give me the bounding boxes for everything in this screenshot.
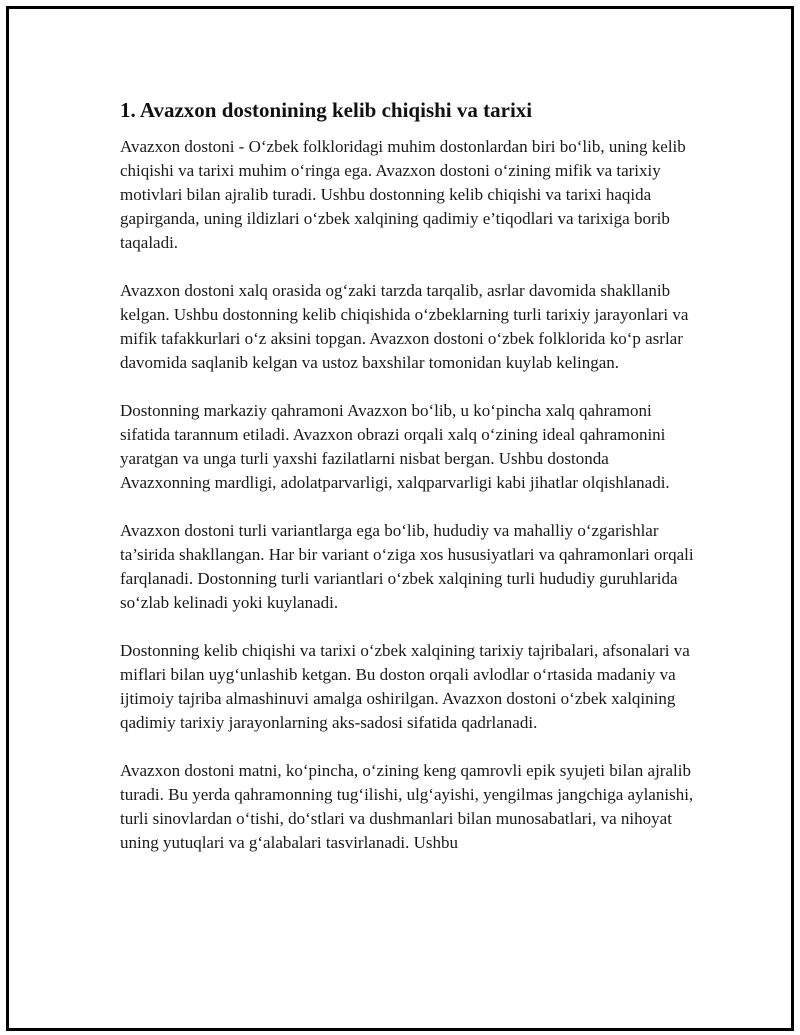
document-body: [120, 97, 700, 879]
page-frame: [6, 6, 794, 1031]
paragraph-4: Avazxon dostoni turli variantlarga ega bo‘lib, hududiy va mahalliy o‘zgarishlar ta’sirida shakllangan. Har bir variant o‘ziga xos hususiyatlari va qahramonlari orqali farqlanadi. Dostonning turli variantlari o‘zbek xalqining turli hududiy guruhlarida so‘zlab kelinadi yoki kuylanadi.: [120, 521, 694, 612]
paragraph-5: Dostonning kelib chiqishi va tarixi o‘zbek xalqining tarixiy tajribalari, afsonalari va miflari bilan uyg‘unlashib ketgan. Bu doston orqali avlodlar o‘rtasida madaniy va ijtimoiy tajriba almashinuvi amalga oshirilgan. Avazxon dostoni o‘zbek xalqining qadimiy tarixiy jarayonlarning aks-sadosi sifatida qadrlanadi.: [120, 641, 690, 732]
paragraph-6: Avazxon dostoni matni, ko‘pincha, o‘zining keng qamrovli epik syujeti bilan ajralib turadi. Bu yerda qahramonning tug‘ilishi, ulg‘ayishi, yengilmas jangchiga aylanishi, turli sinovlardan o‘tishi, do‘stlari va dushmanlari bilan munosabatlari, va nihoyat uning yutuqlari va g‘alabalari tasvirlanadi. Ushbu: [120, 761, 694, 852]
paragraph-1: Avazxon dostoni - O‘zbek folkloridagi muhim dostonlardan biri bo‘lib, uning kelib chiqishi va tarixi muhim o‘ringa ega. Avazxon dostoni o‘zining mifik va tarixiy motivlari bilan ajralib turadi. Ushbu dostonning kelib chiqishi va tarixi haqida gapirganda, uning ildizlari o‘zbek xalqining qadimiy e’tiqodlari va tarixiga borib taqaladi.: [120, 137, 686, 252]
paragraph-2: Avazxon dostoni xalq orasida og‘zaki tarzda tarqalib, asrlar davomida shakllanib kelgan. Ushbu dostonning kelib chiqishida o‘zbeklarning turli tarixiy jarayonlari va mifik tafakkurlari o‘z aksini topgan. Avazxon dostoni o‘zbek folklorida ko‘p asrlar davomida saqlanib kelgan va ustoz baxshilar tomonidan kuylab kelingan.: [120, 281, 689, 372]
paragraph-3: Dostonning markaziy qahramoni Avazxon bo‘lib, u ko‘pincha xalq qahramoni sifatida tarannum etiladi. Avazxon obrazi orqali xalq o‘zining ideal qahramonini yaratgan va unga turli yaxshi fazilatlarni nisbat bergan. Ushbu dostonda Avazxonning mardligi, adolatparvarligi, xalqparvarligi kabi jihatlar olqishlanadi.: [120, 401, 670, 492]
section-title: 1. Avazxon dostonining kelib chiqishi va tarixi: [120, 98, 533, 122]
